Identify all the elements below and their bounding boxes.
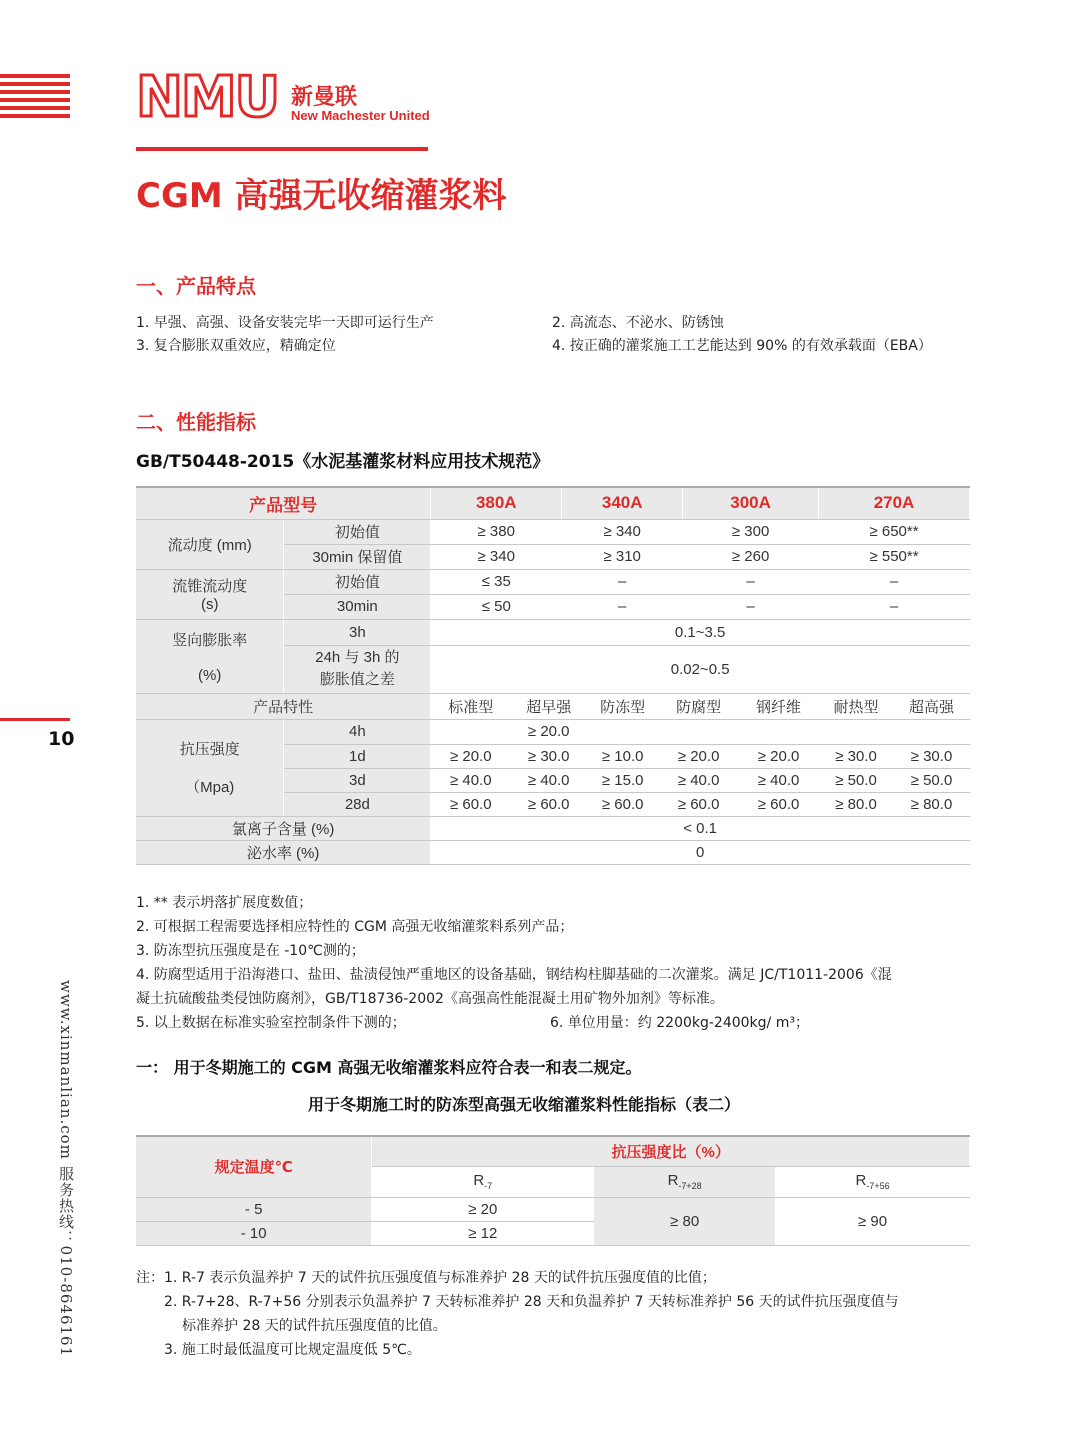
cell bbox=[893, 719, 969, 744]
row-label: 初始值 bbox=[284, 519, 431, 544]
cell: ≥ 40.0 bbox=[739, 768, 819, 792]
notes bbox=[136, 891, 976, 1035]
r7-sub: -7 bbox=[484, 1181, 493, 1191]
cell: ≥ 20 bbox=[372, 1197, 594, 1221]
brand-name-cn: 新曼联 bbox=[291, 85, 358, 110]
page-title: CGM 高强无收缩灌浆料 bbox=[136, 176, 507, 216]
cell: ≥ 310 bbox=[562, 544, 683, 569]
property-cell: 耐热型 bbox=[819, 693, 894, 719]
cell: ≥ 80 bbox=[594, 1197, 776, 1245]
r7-letter: R bbox=[473, 1172, 485, 1189]
cell: ≥ 340 bbox=[431, 544, 562, 569]
strength-label bbox=[136, 719, 284, 816]
cell: – bbox=[562, 594, 683, 619]
cell: ≥ 40.0 bbox=[431, 768, 511, 792]
side-contact-text: www.xinmanlian.com 服务热线：010-8646161 bbox=[57, 980, 75, 1358]
cell: 0.1~3.5 bbox=[431, 619, 970, 645]
cone-label bbox=[136, 569, 284, 619]
cell: ≥ 60.0 bbox=[511, 792, 587, 816]
cell: ≥ 80.0 bbox=[819, 792, 894, 816]
cone-label-2: (s) bbox=[200, 596, 219, 613]
cell: ≥ 60.0 bbox=[739, 792, 819, 816]
standard-title: GB/T50448-2015《水泥基灌浆材料应用技术规范》 bbox=[136, 452, 550, 472]
expansion-label-2: (%) bbox=[198, 666, 222, 684]
cell: – bbox=[562, 569, 683, 594]
fluidity-label: 流动度 (mm) bbox=[136, 519, 284, 569]
cell: ≥ 15.0 bbox=[587, 768, 659, 792]
cell: ≥ 60.0 bbox=[659, 792, 739, 816]
cell: – bbox=[819, 569, 970, 594]
cell: – bbox=[819, 594, 970, 619]
note: 注：1. R-7 表示负温养护 7 天的试件抗压强度值与标准养护 28 天的试件抗压强度值的比值； bbox=[136, 1270, 716, 1286]
note: 6. 单位用量：约 2200kg-2400kg/ m³； bbox=[550, 1015, 809, 1031]
cell: – bbox=[683, 569, 819, 594]
row-label: 30min bbox=[284, 594, 431, 619]
cell: ≥ 20.0 bbox=[739, 744, 819, 768]
section2-heading: 二、性能指标 bbox=[136, 410, 256, 434]
cell: ≥ 40.0 bbox=[659, 768, 739, 792]
row-label: 4h bbox=[284, 719, 431, 744]
cell: ≥ 550** bbox=[819, 544, 970, 569]
cell: ≥ 20.0 bbox=[431, 744, 511, 768]
cell: ≤ 35 bbox=[431, 569, 562, 594]
cell: ≥ 60.0 bbox=[587, 792, 659, 816]
section1-heading: 一、产品特点 bbox=[136, 274, 256, 298]
property-cell: 超高强 bbox=[893, 693, 969, 719]
r728-letter: R bbox=[667, 1172, 679, 1189]
winter-table bbox=[136, 1135, 970, 1246]
bleeding-label: 泌水率 (%) bbox=[136, 840, 431, 864]
page-marker bbox=[0, 718, 70, 721]
cell bbox=[659, 719, 739, 744]
cell: ≥ 50.0 bbox=[819, 768, 894, 792]
cell: ≥ 260 bbox=[683, 544, 819, 569]
cell: ≥ 30.0 bbox=[511, 744, 587, 768]
row-label: 3d bbox=[284, 768, 431, 792]
cell: < 0.1 bbox=[431, 816, 970, 840]
note-row bbox=[136, 1011, 976, 1035]
cone-label-1: 流锥流动度 bbox=[172, 578, 248, 595]
chloride-label: 氯离子含量 (%) bbox=[136, 816, 431, 840]
cell: ≥ 650** bbox=[819, 519, 970, 544]
title-divider bbox=[136, 147, 428, 151]
note: 3. 施工时最低温度可比规定温度低 5℃。 bbox=[164, 1342, 421, 1358]
expansion-label bbox=[136, 619, 284, 693]
expansion-diff-2: 膨胀值之差 bbox=[319, 671, 395, 688]
note: 4. 防腐型适用于沿海港口、盐田、盐渍侵蚀严重地区的设备基础，钢结构柱脚基础的二次灌浆。满足 JC/T1011-2006《混 bbox=[136, 967, 892, 983]
row-label bbox=[284, 645, 431, 693]
cell bbox=[739, 719, 819, 744]
expansion-diff-1: 24h 与 3h 的 bbox=[315, 649, 400, 666]
cell bbox=[431, 719, 511, 744]
header-380a: 380A bbox=[431, 487, 562, 519]
r756-letter: R bbox=[855, 1172, 867, 1189]
expansion-label-1: 竖向膨胀率 bbox=[172, 631, 248, 649]
property-cell: 超早强 bbox=[511, 693, 587, 719]
cell: – bbox=[683, 594, 819, 619]
header-model: 产品型号 bbox=[136, 487, 431, 519]
cell: ≥ 20.0 bbox=[659, 744, 739, 768]
header-stripes bbox=[0, 74, 70, 122]
temp-cell: - 5 bbox=[136, 1197, 372, 1221]
cell: ≥ 30.0 bbox=[819, 744, 894, 768]
property-cell: 钢纤维 bbox=[739, 693, 819, 719]
strength-label-2: （Mpa) bbox=[185, 779, 235, 796]
header-270a: 270A bbox=[819, 487, 970, 519]
feature-item: 4. 按正确的灌浆施工工艺能达到 90% 的有效承载面（EBA） bbox=[552, 338, 932, 354]
cell: ≥ 300 bbox=[683, 519, 819, 544]
logo-icon: NMU bbox=[136, 65, 279, 130]
row-label: 28d bbox=[284, 792, 431, 816]
note: 5. 以上数据在标准实验室控制条件下测的； bbox=[136, 1015, 406, 1031]
table2-title: 用于冬期施工时的防冻型高强无收缩灌浆料性能指标（表二） bbox=[308, 1095, 741, 1114]
cell: 0.02~0.5 bbox=[431, 645, 970, 693]
cell: ≥ 60.0 bbox=[431, 792, 511, 816]
row-label: 3h bbox=[284, 619, 431, 645]
note: 3. 防冻型抗压强度是在 -10℃测的； bbox=[136, 943, 365, 959]
cell bbox=[819, 719, 894, 744]
row-label: 1d bbox=[284, 744, 431, 768]
header-340a: 340A bbox=[562, 487, 683, 519]
cell: ≥ 340 bbox=[562, 519, 683, 544]
cell: ≥ 90 bbox=[776, 1197, 970, 1245]
cell: ≥ 12 bbox=[372, 1221, 594, 1245]
feature-item: 2. 高流态、不泌水、防锈蚀 bbox=[552, 315, 724, 331]
cell: ≤ 50 bbox=[431, 594, 562, 619]
note: 2. 可根据工程需要选择相应特性的 CGM 高强无收缩灌浆料系列产品； bbox=[136, 919, 574, 935]
winter-heading: 一： 用于冬期施工的 CGM 高强无收缩灌浆料应符合表一和表二规定。 bbox=[136, 1058, 642, 1077]
r7-header bbox=[372, 1166, 594, 1197]
row-label: 初始值 bbox=[284, 569, 431, 594]
feature-item: 1. 早强、高强、设备安装完毕一天即可运行生产 bbox=[136, 315, 434, 331]
cell: ≥ 380 bbox=[431, 519, 562, 544]
note: 2. R-7+28、R-7+56 分别表示负温养护 7 天转标准养护 28 天和负温养护 7 天转标准养护 56 天的试件抗压强度值与 bbox=[164, 1294, 899, 1310]
property-cell: 防腐型 bbox=[659, 693, 739, 719]
cell bbox=[587, 719, 659, 744]
notes2 bbox=[136, 1266, 976, 1362]
header-300a: 300A bbox=[683, 487, 819, 519]
brand-name-en: New Machester United bbox=[291, 108, 430, 123]
feature-item: 3. 复合膨胀双重效应，精确定位 bbox=[136, 338, 336, 354]
strength-label-1: 抗压强度 bbox=[179, 741, 240, 758]
cell: ≥ 20.0 bbox=[511, 719, 587, 744]
r756-sub: -7+56 bbox=[866, 1181, 890, 1191]
temp-header: 规定温度℃ bbox=[136, 1136, 372, 1197]
note: 凝土抗硫酸盐类侵蚀防腐剂》，GB/T18736-2002《高强高性能混凝土用矿物外加剂》等标准。 bbox=[136, 991, 724, 1007]
properties-label: 产品特性 bbox=[136, 693, 431, 719]
r756-header bbox=[776, 1166, 970, 1197]
row-label: 30min 保留值 bbox=[284, 544, 431, 569]
cell: ≥ 50.0 bbox=[893, 768, 969, 792]
property-cell: 防冻型 bbox=[587, 693, 659, 719]
cell: ≥ 80.0 bbox=[893, 792, 969, 816]
property-cell: 标准型 bbox=[431, 693, 511, 719]
note: 1. ** 表示坍落扩展度数值； bbox=[136, 895, 313, 911]
cell: 0 bbox=[431, 840, 970, 864]
temp-cell: - 10 bbox=[136, 1221, 372, 1245]
r728-sub: -7+28 bbox=[678, 1181, 702, 1191]
cell: ≥ 40.0 bbox=[511, 768, 587, 792]
cell: ≥ 30.0 bbox=[893, 744, 969, 768]
r728-header bbox=[594, 1166, 776, 1197]
cell: ≥ 10.0 bbox=[587, 744, 659, 768]
note: 标准养护 28 天的试件抗压强度值的比值。 bbox=[182, 1318, 447, 1334]
ratio-header: 抗压强度比（%） bbox=[372, 1136, 970, 1166]
page-number: 10 bbox=[48, 728, 75, 750]
performance-table bbox=[136, 486, 970, 865]
